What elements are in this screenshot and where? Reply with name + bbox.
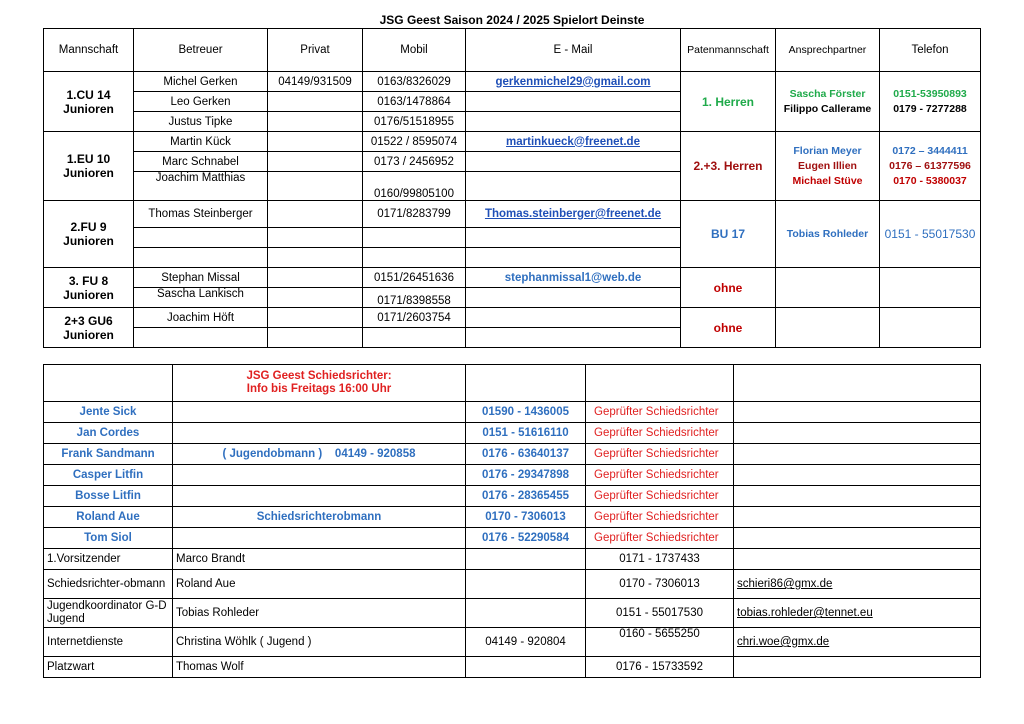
referee-phone: 0176 - 63640137: [466, 444, 586, 465]
teams-table: [43, 28, 981, 348]
board-name: Christina Wöhlk ( Jugend ): [173, 628, 466, 657]
board-role: Schiedsrichter-obmann: [44, 570, 173, 599]
betreuer-cell: Marc Schnabel: [134, 152, 268, 172]
referees-table: [43, 364, 981, 678]
empty-cell: [734, 423, 981, 444]
privat-cell: [268, 172, 363, 201]
referee-row: [44, 402, 981, 423]
email-cell: [466, 328, 681, 348]
board-name: Thomas Wolf: [173, 657, 466, 678]
referee-status: Geprüfter Schiedsrichter: [586, 465, 734, 486]
ansprechpartner-cell: [776, 132, 880, 201]
board-mobil: 0151 - 55017530: [586, 599, 734, 628]
board-row: [44, 657, 981, 678]
privat-cell: [268, 268, 363, 288]
empty-cell: [734, 402, 981, 423]
page-title: JSG Geest Saison 2024 / 2025 Spielort Deinste: [379, 13, 645, 27]
team-name: 2.FU 9 Junioren: [44, 201, 134, 268]
empty-cell: [734, 465, 981, 486]
header-patenmannschaft: Patenmannschaft: [681, 29, 776, 72]
referee-note: [173, 402, 466, 423]
privat-cell: [268, 92, 363, 112]
board-role: Jugendkoordinator G-D Jugend: [44, 599, 173, 628]
email-cell: [466, 172, 681, 201]
board-privat: [466, 570, 586, 599]
board-email: [734, 657, 981, 678]
mobil-cell: 0163/1478864: [363, 92, 466, 112]
board-role: 1.Vorsitzender: [44, 549, 173, 570]
ansprechpartner-cell: Tobias Rohleder: [776, 201, 880, 268]
empty-cell: [586, 365, 734, 402]
contact-name: Florian Meyer: [793, 145, 862, 157]
betreuer-cell: [134, 328, 268, 348]
referee-name: Roland Aue: [44, 507, 173, 528]
header-telefon: Telefon: [880, 29, 981, 72]
referee-note: [173, 486, 466, 507]
referee-phone: 0176 - 52290584: [466, 528, 586, 549]
board-privat: [466, 549, 586, 570]
email-link[interactable]: gerkenmichel29@gmail.com: [466, 72, 681, 92]
contact-phone: 0151-53950893: [893, 88, 967, 100]
email-cell: [466, 112, 681, 132]
team-name: 1.CU 14 Junioren: [44, 72, 134, 132]
mobil-cell: 0173 / 2456952: [363, 152, 466, 172]
privat-cell: [268, 288, 363, 308]
ansprechpartner-cell: [776, 72, 880, 132]
referee-status: Geprüfter Schiedsrichter: [586, 486, 734, 507]
privat-cell: [268, 152, 363, 172]
referee-row: [44, 486, 981, 507]
board-row: [44, 599, 981, 628]
board-name: Roland Aue: [173, 570, 466, 599]
referee-header: [173, 365, 466, 402]
contact-name: Filippo Callerame: [783, 103, 872, 115]
mobil-cell: 0151/26451636: [363, 268, 466, 288]
contact-phone: 0170 - 5380037: [893, 175, 967, 187]
referee-status: Geprüfter Schiedsrichter: [586, 528, 734, 549]
betreuer-cell: Joachim Höft: [134, 308, 268, 328]
contact-phone: 0179 - 7277288: [893, 103, 967, 115]
contact-phone: 0176 – 61377596: [889, 160, 971, 172]
referee-phone: 01590 - 1436005: [466, 402, 586, 423]
referee-name: Casper Litfin: [44, 465, 173, 486]
table-row: [44, 132, 981, 152]
empty-cell: [734, 507, 981, 528]
betreuer-cell: Stephan Missal: [134, 268, 268, 288]
board-mobil: 0170 - 7306013: [586, 570, 734, 599]
board-row: [44, 628, 981, 657]
referee-name: Frank Sandmann: [44, 444, 173, 465]
telefon-cell: [880, 132, 981, 201]
contact-phone: 0172 – 3444411: [892, 145, 968, 157]
referee-header-row: [44, 365, 981, 402]
patenmannschaft-cell: ohne: [681, 268, 776, 308]
board-mobil: 0176 - 15733592: [586, 657, 734, 678]
telefon-cell: [880, 308, 981, 348]
board-name: Tobias Rohleder: [173, 599, 466, 628]
email-cell: [466, 248, 681, 268]
contact-name: Sascha Förster: [789, 88, 866, 100]
referee-phone: 0151 - 51616110: [466, 423, 586, 444]
board-privat: 04149 - 920804: [466, 628, 586, 657]
referee-name: Tom Siol: [44, 528, 173, 549]
mobil-cell: [363, 248, 466, 268]
table-row: [44, 268, 981, 288]
privat-cell: [268, 248, 363, 268]
referee-name: Jan Cordes: [44, 423, 173, 444]
header-privat: Privat: [268, 29, 363, 72]
empty-cell: [44, 365, 173, 402]
referee-row: [44, 444, 981, 465]
referee-note: [173, 423, 466, 444]
referee-header-line: JSG Geest Schiedsrichter:: [246, 370, 392, 382]
header-email: E - Mail: [466, 29, 681, 72]
email-cell[interactable]: stephanmissal1@web.de: [466, 268, 681, 288]
team-name: 1.EU 10 Junioren: [44, 132, 134, 201]
table-row: [44, 308, 981, 328]
privat-cell: [268, 112, 363, 132]
telefon-cell: [880, 268, 981, 308]
betreuer-cell: Joachim Matthias: [134, 172, 268, 201]
mobil-cell: [363, 228, 466, 248]
referee-note: [173, 465, 466, 486]
betreuer-cell: Justus Tipke: [134, 112, 268, 132]
empty-cell: [734, 486, 981, 507]
privat-cell: [268, 228, 363, 248]
referee-row: [44, 507, 981, 528]
telefon-cell: [880, 72, 981, 132]
referee-row: [44, 423, 981, 444]
referee-name: Jente Sick: [44, 402, 173, 423]
referee-phone: 0176 - 29347898: [466, 465, 586, 486]
referee-note: [173, 528, 466, 549]
contact-name: Michael Stüve: [792, 175, 863, 187]
referee-row: [44, 528, 981, 549]
team-name: 2+3 GU6 Junioren: [44, 308, 134, 348]
board-row: [44, 549, 981, 570]
mobil-cell: 0163/8326029: [363, 72, 466, 92]
table-row: [44, 201, 981, 228]
privat-cell: [268, 201, 363, 228]
betreuer-cell: [134, 228, 268, 248]
mobil-cell: 0171/8283799: [363, 201, 466, 228]
privat-cell: [268, 132, 363, 152]
board-email-link[interactable]: tobias.rohleder@tennet.eu: [734, 599, 981, 628]
betreuer-cell: Michel Gerken: [134, 72, 268, 92]
referee-row: [44, 465, 981, 486]
referee-name: Bosse Litfin: [44, 486, 173, 507]
board-email-link[interactable]: chri.woe@gmx.de: [734, 628, 981, 657]
privat-cell: [268, 328, 363, 348]
patenmannschaft-cell: 1. Herren: [681, 72, 776, 132]
betreuer-cell: Martin Kück: [134, 132, 268, 152]
header-row: [44, 29, 981, 72]
header-mobil: Mobil: [363, 29, 466, 72]
referee-phone: 0176 - 28365455: [466, 486, 586, 507]
betreuer-cell: Thomas Steinberger: [134, 201, 268, 228]
patenmannschaft-cell: 2.+3. Herren: [681, 132, 776, 201]
patenmannschaft-cell: BU 17: [681, 201, 776, 268]
table-row: [44, 72, 981, 92]
board-row: [44, 570, 981, 599]
referee-note: ( Jugendobmann ) 04149 - 920858: [173, 444, 466, 465]
mobil-cell: 0160/99805100: [363, 172, 466, 201]
referee-status: Geprüfter Schiedsrichter: [586, 507, 734, 528]
email-cell: [466, 228, 681, 248]
empty-cell: [734, 528, 981, 549]
betreuer-cell: Sascha Lankisch: [134, 288, 268, 308]
board-privat: [466, 657, 586, 678]
privat-cell: 04149/931509: [268, 72, 363, 92]
mobil-cell: [363, 328, 466, 348]
board-privat: [466, 599, 586, 628]
board-email: [734, 549, 981, 570]
header-betreuer: Betreuer: [134, 29, 268, 72]
mobil-cell: 0171/2603754: [363, 308, 466, 328]
contact-name: Eugen Illien: [798, 160, 857, 172]
header-mannschaft: Mannschaft: [44, 29, 134, 72]
referee-status: Geprüfter Schiedsrichter: [586, 402, 734, 423]
ansprechpartner-cell: [776, 268, 880, 308]
betreuer-cell: [134, 248, 268, 268]
referee-status: Geprüfter Schiedsrichter: [586, 444, 734, 465]
referee-note: Schiedsrichterobmann: [173, 507, 466, 528]
email-link[interactable]: Thomas.steinberger@freenet.de: [466, 201, 681, 228]
mobil-cell: 0171/8398558: [363, 288, 466, 308]
board-mobil: 0160 - 5655250: [586, 628, 734, 657]
empty-cell: [466, 365, 586, 402]
email-cell: [466, 288, 681, 308]
empty-cell: [734, 444, 981, 465]
email-link[interactable]: martinkueck@freenet.de: [466, 132, 681, 152]
board-email-link[interactable]: schieri86@gmx.de: [734, 570, 981, 599]
board-name: Marco Brandt: [173, 549, 466, 570]
board-role: Internetdienste: [44, 628, 173, 657]
board-role: Platzwart: [44, 657, 173, 678]
referee-phone: 0170 - 7306013: [466, 507, 586, 528]
email-cell: [466, 92, 681, 112]
patenmannschaft-cell: ohne: [681, 308, 776, 348]
ansprechpartner-cell: [776, 308, 880, 348]
privat-cell: [268, 308, 363, 328]
betreuer-cell: Leo Gerken: [134, 92, 268, 112]
telefon-cell: 0151 - 55017530: [880, 201, 981, 268]
mobil-cell: 0176/51518955: [363, 112, 466, 132]
referee-status: Geprüfter Schiedsrichter: [586, 423, 734, 444]
referee-header-line: Info bis Freitags 16:00 Uhr: [246, 383, 392, 395]
mobil-cell: 01522 / 8595074: [363, 132, 466, 152]
board-mobil: 0171 - 1737433: [586, 549, 734, 570]
empty-cell: [734, 365, 981, 402]
email-cell: [466, 152, 681, 172]
email-cell: [466, 308, 681, 328]
header-ansprechpartner: Ansprechpartner: [776, 29, 880, 72]
team-name: 3. FU 8 Junioren: [44, 268, 134, 308]
